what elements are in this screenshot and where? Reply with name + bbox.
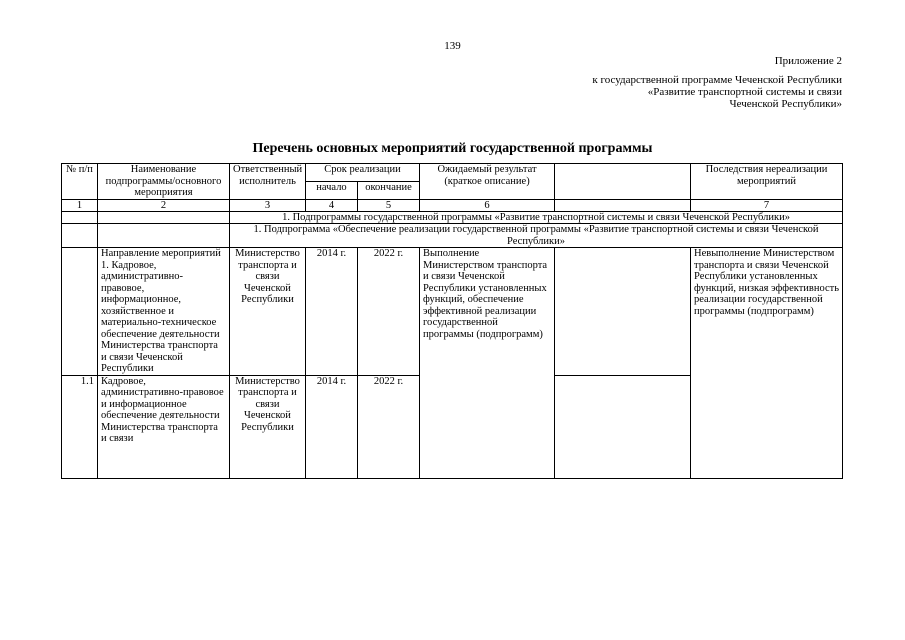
row-extra — [555, 248, 691, 376]
appendix-subtitle — [592, 74, 842, 110]
column-number: 5 — [358, 199, 420, 211]
column-number: 3 — [230, 199, 306, 211]
section-row — [62, 211, 843, 224]
header-result: Ожидаемый результат (краткое описание) — [420, 164, 555, 200]
column-number: 2 — [98, 199, 230, 211]
row-num — [62, 248, 98, 376]
subsection-title: 1. Подпрограмма «Обеспечение реализации государственной программы «Развитие транспортной системы и связи Чеченской Республики» — [230, 224, 843, 248]
column-number: 6 — [420, 199, 555, 211]
header-num: № п/п — [62, 164, 98, 200]
row-extra-empty — [555, 375, 691, 478]
row-responsible: Министерство транспорта и связи Чеченской Республики — [230, 248, 306, 376]
header-start: начало — [306, 181, 358, 199]
column-number: 7 — [691, 199, 843, 211]
row-name: Кадровое, административно-правовое и информационное обеспечение деятельности Министерства транспорта и связи — [98, 375, 230, 478]
header-responsible: Ответственный исполнитель — [230, 164, 306, 200]
row-result: Выполнение Министерством транспорта и связи Чеченской Республики установленных функций, обеспечение эффективной реализации государственной программы (подпрограмм) — [420, 248, 555, 479]
row-end: 2022 г. — [358, 248, 420, 376]
appendix-label: Приложение 2 — [774, 55, 842, 67]
header-name: Наименование подпрограммы/основного мероприятия — [98, 164, 230, 200]
header-row — [62, 164, 843, 182]
document-title: Перечень основных мероприятий государственной программы — [252, 141, 653, 156]
row-end: 2022 г. — [358, 375, 420, 478]
header-end: окончание — [358, 181, 420, 199]
table-row — [62, 248, 843, 376]
subsection-num — [62, 224, 98, 248]
row-responsible: Министерство транспорта и связи Чеченской Республики — [230, 375, 306, 478]
header-period: Срок реализации — [306, 164, 420, 182]
subtitle-line: к государственной программе Чеченской Республики — [592, 74, 842, 86]
row-consequences: Невыполнение Министерством транспорта и связи Чеченской Республики установленных функций, низкая эффективность реализации государственной программы (подпрограмм) — [691, 248, 843, 479]
section-name — [98, 211, 230, 224]
subsection-row — [62, 224, 843, 248]
subtitle-line: Чеченской Республики» — [729, 98, 842, 110]
page-number: 139 — [444, 40, 461, 52]
row-start: 2014 г. — [306, 375, 358, 478]
column-number-row — [62, 199, 843, 211]
measures-table — [61, 163, 843, 479]
subtitle-line: «Развитие транспортной системы и связи — [647, 86, 842, 98]
header-empty — [555, 164, 691, 200]
header-consequences: Последствия нереализации мероприятий — [691, 164, 843, 200]
section-num — [62, 211, 98, 224]
column-number: 4 — [306, 199, 358, 211]
section-title: 1. Подпрограммы государственной программы «Развитие транспортной системы и связи Чеченской Республики» — [230, 211, 843, 224]
row-num: 1.1 — [62, 375, 98, 478]
row-name: Направление мероприятий 1. Кадровое, административно-правовое, информационное, хозяйственное и материально-техническое обеспечение деятельности Министерства транспорта и связи Чеченской Республики — [98, 248, 230, 376]
column-number: 1 — [62, 199, 98, 211]
column-number-empty — [555, 199, 691, 211]
subsection-name — [98, 224, 230, 248]
row-start: 2014 г. — [306, 248, 358, 376]
